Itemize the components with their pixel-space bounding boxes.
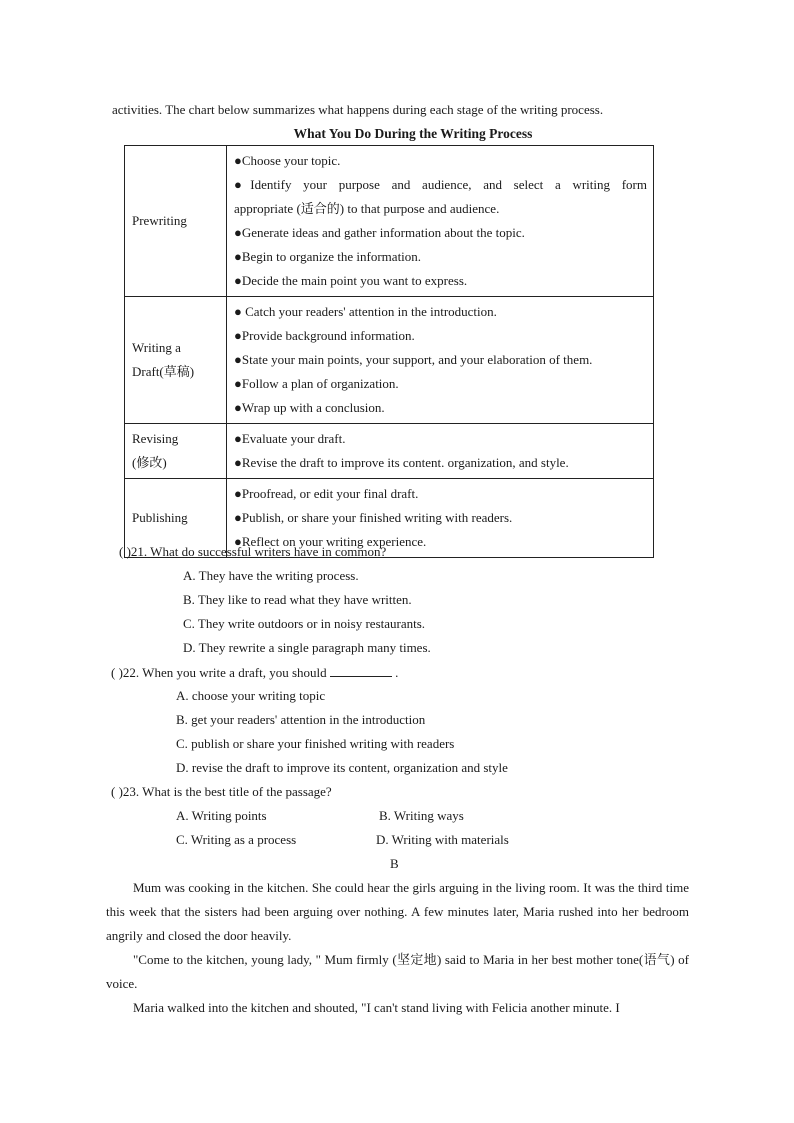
table-title: What You Do During the Writing Process <box>293 126 533 141</box>
writing-process-table <box>124 145 654 558</box>
section-b-paragraph-1: Mum was cooking in the kitchen. She could hear the girls arguing in the living room. It was the third time this week that the sisters had been arguing over nothing. A few minutes later, Maria rushed into her bedroom angrily and closed the door heavily. <box>106 880 689 943</box>
stage-label: Revising <box>132 431 179 446</box>
list-item: ● Catch your readers' attention in the introduction. <box>234 304 497 319</box>
question-22-stem-text: ( )22. When you write a draft, you should <box>111 665 327 680</box>
question-23-option-d: D. Writing with materials <box>376 832 509 847</box>
stage-label: Prewriting <box>132 213 187 228</box>
answer-blank <box>330 664 392 677</box>
list-item: appropriate (适合的) to that purpose and audience. <box>234 201 500 216</box>
question-21-option-d: D. They rewrite a single paragraph many times. <box>183 640 431 655</box>
section-b-label: B <box>390 856 399 871</box>
list-item: ●Generate ideas and gather information about the topic. <box>234 225 525 240</box>
stage-cell <box>125 424 227 479</box>
question-21-option-b: B. They like to read what they have written. <box>183 592 412 607</box>
list-item: ●Decide the main point you want to express. <box>234 273 468 288</box>
question-22-option-a: A. choose your writing topic <box>176 688 326 703</box>
question-23-option-a: A. Writing points <box>176 808 267 823</box>
question-22-option-d: D. revise the draft to improve its content, organization and style <box>176 760 508 775</box>
intro-line: activities. The chart below summarizes what happens during each stage of the writing process. <box>112 102 604 117</box>
items-cell <box>227 146 654 297</box>
list-item: ●Publish, or share your finished writing with readers. <box>234 510 513 525</box>
question-21-option-c: C. They write outdoors or in noisy restaurants. <box>183 616 426 631</box>
question-23-option-b: B. Writing ways <box>379 808 464 823</box>
list-item: ●Reflect on your writing experience. <box>234 534 427 549</box>
question-23-stem: ( )23. What is the best title of the passage? <box>111 784 332 799</box>
table-row-writing-draft <box>125 297 654 424</box>
items-cell <box>227 297 654 424</box>
list-item: ●State your main points, your support, and your elaboration of them. <box>234 352 593 367</box>
list-item: ●Wrap up with a conclusion. <box>234 400 385 415</box>
list-item: ●Provide background information. <box>234 328 415 343</box>
question-23-option-c: C. Writing as a process <box>176 832 297 847</box>
question-22-option-c: C. publish or share your finished writing with readers <box>176 736 455 751</box>
stage-label: Writing a <box>132 340 181 355</box>
items-cell <box>227 424 654 479</box>
stage-cell <box>125 146 227 297</box>
section-b-paragraph-2: "Come to the kitchen, young lady, " Mum firmly (坚定地) said to Maria in her best mother tone(语气) of voice. <box>106 952 689 991</box>
question-21-stem: ( )21. What do successful writers have in common? <box>119 544 387 559</box>
list-item: ●Begin to organize the information. <box>234 249 422 264</box>
stage-cell <box>125 297 227 424</box>
table-row-prewriting <box>125 146 654 297</box>
list-item: ●Revise the draft to improve its content. organization, and style. <box>234 455 569 470</box>
stage-label: (修改) <box>132 455 167 470</box>
list-item: ●Follow a plan of organization. <box>234 376 399 391</box>
stage-label: Publishing <box>132 510 188 525</box>
list-item: ●Choose your topic. <box>234 153 341 168</box>
table-row-revising <box>125 424 654 479</box>
section-b-paragraph-3: Maria walked into the kitchen and shouted, "I can't stand living with Felicia another minute. I <box>133 1000 620 1015</box>
stage-label: Draft(草稿) <box>132 364 195 379</box>
list-item: ●Evaluate your draft. <box>234 431 346 446</box>
question-22-option-b: B. get your readers' attention in the introduction <box>176 712 426 727</box>
list-item: ●Identify your purpose and audience, and select a writing form <box>234 177 647 192</box>
question-22-stem-end: . <box>395 665 399 680</box>
question-22-stem <box>111 664 398 681</box>
question-21-option-a: A. They have the writing process. <box>183 568 359 583</box>
list-item: ●Proofread, or edit your final draft. <box>234 486 419 501</box>
